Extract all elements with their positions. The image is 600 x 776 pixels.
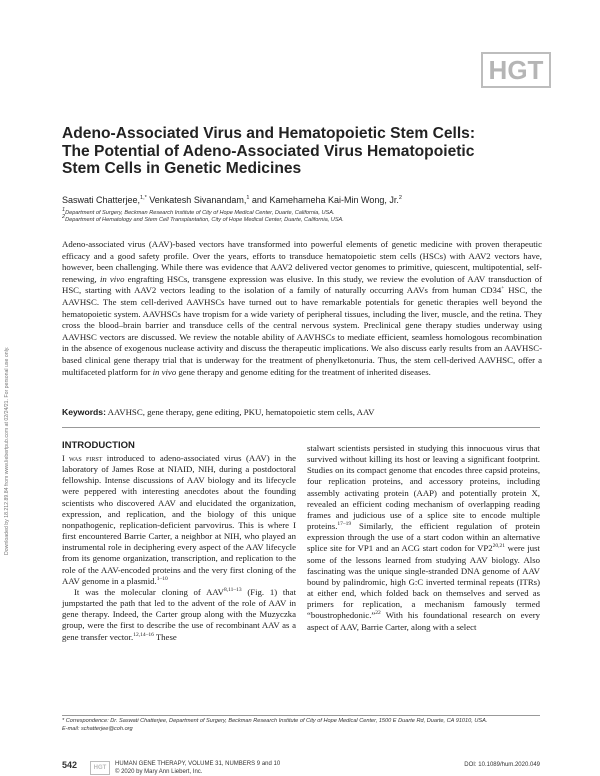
paragraph-text: With his foundational research on every aspect of AAV, Barrie Carter, along with a select [307,610,540,632]
article-title [62,125,522,178]
paragraph-text: (Fig. 1) that jumpstarted the path that led to the advent of the role of AAV in gene therapy. Indeed, the Carter group along with the Muzyczka group, were the first to describe the use of recombinant AAV as a gene transfer vector. [62,586,297,642]
author-sup: 1 [246,195,250,201]
paragraph-text: Similarly, the efficient regulation of protein expression through the use of a start codon within an alternative splice site for VP1 and an ACG start codon for VP2 [307,521,540,554]
paragraph [62,453,296,587]
correspondence-note [62,718,540,733]
lead-in: I was first [62,454,103,463]
paragraph-text: It was the molecular cloning of AAV [74,586,224,597]
citation[interactable]: 22 [375,610,381,617]
footer-journal [115,761,280,776]
affiliation-text: Department of Hematology and Stem Cell Transplantation, City of Hope Medical Center, Duarte, California, USA. [65,217,344,223]
title-line: The Potential of Adeno-Associated Virus Hematopoietic [62,142,475,160]
author-sup: 1,* [140,195,147,201]
author-sup: 2 [398,195,402,201]
author-list [62,195,402,205]
abstract-italic: in vivo [152,366,177,377]
paragraph-text: were just some of the lessons learned from studying AAV biology. Also fascinating was the unique single-stranded DNA genome of AAV bound by palindromic, high G:C inverted terminal repeats (ITRs) at either end, which folded back on themselves and served as primers for replication, a mechanism famously termed “boustrophedonic.” [307,543,540,621]
body-column-right [307,443,540,633]
abstract-text: Adeno-associated virus (AAV)-based vectors have transformed into powerful elements of genetic medicine with proven therapeutic efficacy and a good safety profile. Over the years, efforts to transduce hematopoietic stem cells (HSCs) with AAV2 vectors have, however, been challenging. While there was evidence that AAV2 delivered vector genomes to primitive, quiescent, multipotential, self-renewing, [62,239,542,284]
abstract-sup: + [501,285,505,292]
author-name[interactable]: Venkatesh Sivanandam, [146,195,247,205]
citation[interactable]: 12,14–16 [133,631,154,638]
abstract-text: HSC, the AAVHSC. The stem cell-derived AAVHSCs have turned out to have remarkable potentials for genetic therapies well beyond the hematopoietic system. AAVHSCs have tropism for a wide variety of peripheral tissues, including the liver, muscle, and the retina. They cross the blood–brain barrier and transduce cells of the central nervous system. Preclinical gene therapy studies underway using AAVHSC vectors are discussed. We review the notable ability of AAVHSCs to mediate efficient, seamless homologous recombination in the absence of exogenous nuclease activity and discuss the therapeutic implications. We also discuss early results from an AAVHSC-based clinical gene therapy trial that is underway for the treatment of phenylketonuria. Thus, the stem cell-derived AAVHSC, offer a multifaceted platform for [62,285,542,377]
journal-logo: HGT [481,52,551,88]
citation[interactable]: 20,21 [492,543,506,550]
journal-name: HUMAN GENE THERAPY, VOLUME 31, NUMBERS 9 and 10 [115,761,281,767]
paragraph-text: These [153,631,177,642]
section-divider [62,427,540,428]
correspondence-line: * Correspondence: Dr. Saswati Chatterjee, Department of Surgery, Beckman Research Institute of City of Hope Medical Center, 1500 E Duarte Rd, Duarte, CA 91010, USA. [62,718,488,724]
abstract-text: engrafting HSCs, transgene expression was elusive. In this study, we review the evolution of AAV transduction of HSC, starting with AAV2 vectors leading to the isolation of a family of naturally occurring AAVs from human CD34 [62,273,542,296]
abstract [62,239,542,378]
citation[interactable]: 17–19 [337,521,352,528]
copyright: © 2020 by Mary Ann Liebert, Inc. [115,768,203,775]
keywords-text: AAVHSC, gene therapy, gene editing, PKU, hematopoietic stem cells, AAV [105,407,375,417]
paragraph [307,443,540,633]
download-side-note: Downloaded by 18.212.89.84 from www.liebertpub.com at 02/24/21. For personal use only. [4,346,10,555]
citation[interactable]: 8,11–13 [223,586,242,593]
author-name[interactable]: Saswati Chatterjee, [62,195,141,205]
section-heading: INTRODUCTION [62,440,135,451]
body-column-left [62,453,296,643]
affiliation [62,207,344,217]
keywords-label: Keywords: [62,407,106,417]
correspondence-email[interactable]: E-mail: schatterjee@coh.org [62,725,133,732]
page-number: 542 [62,760,78,770]
citation[interactable]: 1–10 [156,575,168,582]
author-name[interactable]: and Kamehameha Kai-Min Wong, Jr. [249,195,399,205]
title-line: Adeno-Associated Virus and Hematopoietic Stem Cells: [62,125,476,142]
title-line: Stem Cells in Genetic Medicines [62,160,302,177]
paragraph-text: stalwart scientists persisted in studying this innocuous virus that survived without killing its host or leaving a significant footprint. Studies on its compact genome that encodes three capsid proteins, four replication proteins, and accessory proteins, including assembly activating protein (AAP) and potentially protein X, revealed an efficient coding mechanism of overlapping reading frames and judicious use of a splice site to encode multiple proteins. [307,443,540,532]
paragraph [62,587,296,643]
affiliation-sup: 2 [62,214,66,221]
affiliation-text: Department of Surgery, Beckman Research Institute of City of Hope Medical Center, Duarte, California, USA. [65,210,335,216]
affiliations [62,207,344,224]
keywords [62,407,542,418]
doi-link[interactable]: DOI: 10.1089/hum.2020.049 [464,762,540,768]
paragraph-text: introduced to adeno-associated virus (AAV) in the laboratory of James Rose at NIAID, NIH, during a postdoctoral fellowship. Intense discussions of AAV biology and its lifecycle were peppered with interesting anecdotes about the founding scientists who discovered AAV and elucidated the organization, expression, and replication, and the biology of this unique nonpathogenic, replication-deficient parvovirus. This is where I first encountered Barrie Carter, a neighbor at NIH, who played an instrumental role in deciphering every aspect of the AAV lifecycle from its genome organization, transcription, and replication to the role of the AAV-encoded proteins and the very first cloning of the AAV genome in a plasmid. [62,453,297,586]
footer-logo: HGT [90,761,110,775]
abstract-italic: in vivo [99,273,125,284]
footnote-divider [62,715,540,716]
abstract-text: gene therapy and genome editing for the treatment of inherited diseases. [176,366,431,377]
affiliation-sup: 1 [62,207,66,214]
affiliation [62,214,344,224]
